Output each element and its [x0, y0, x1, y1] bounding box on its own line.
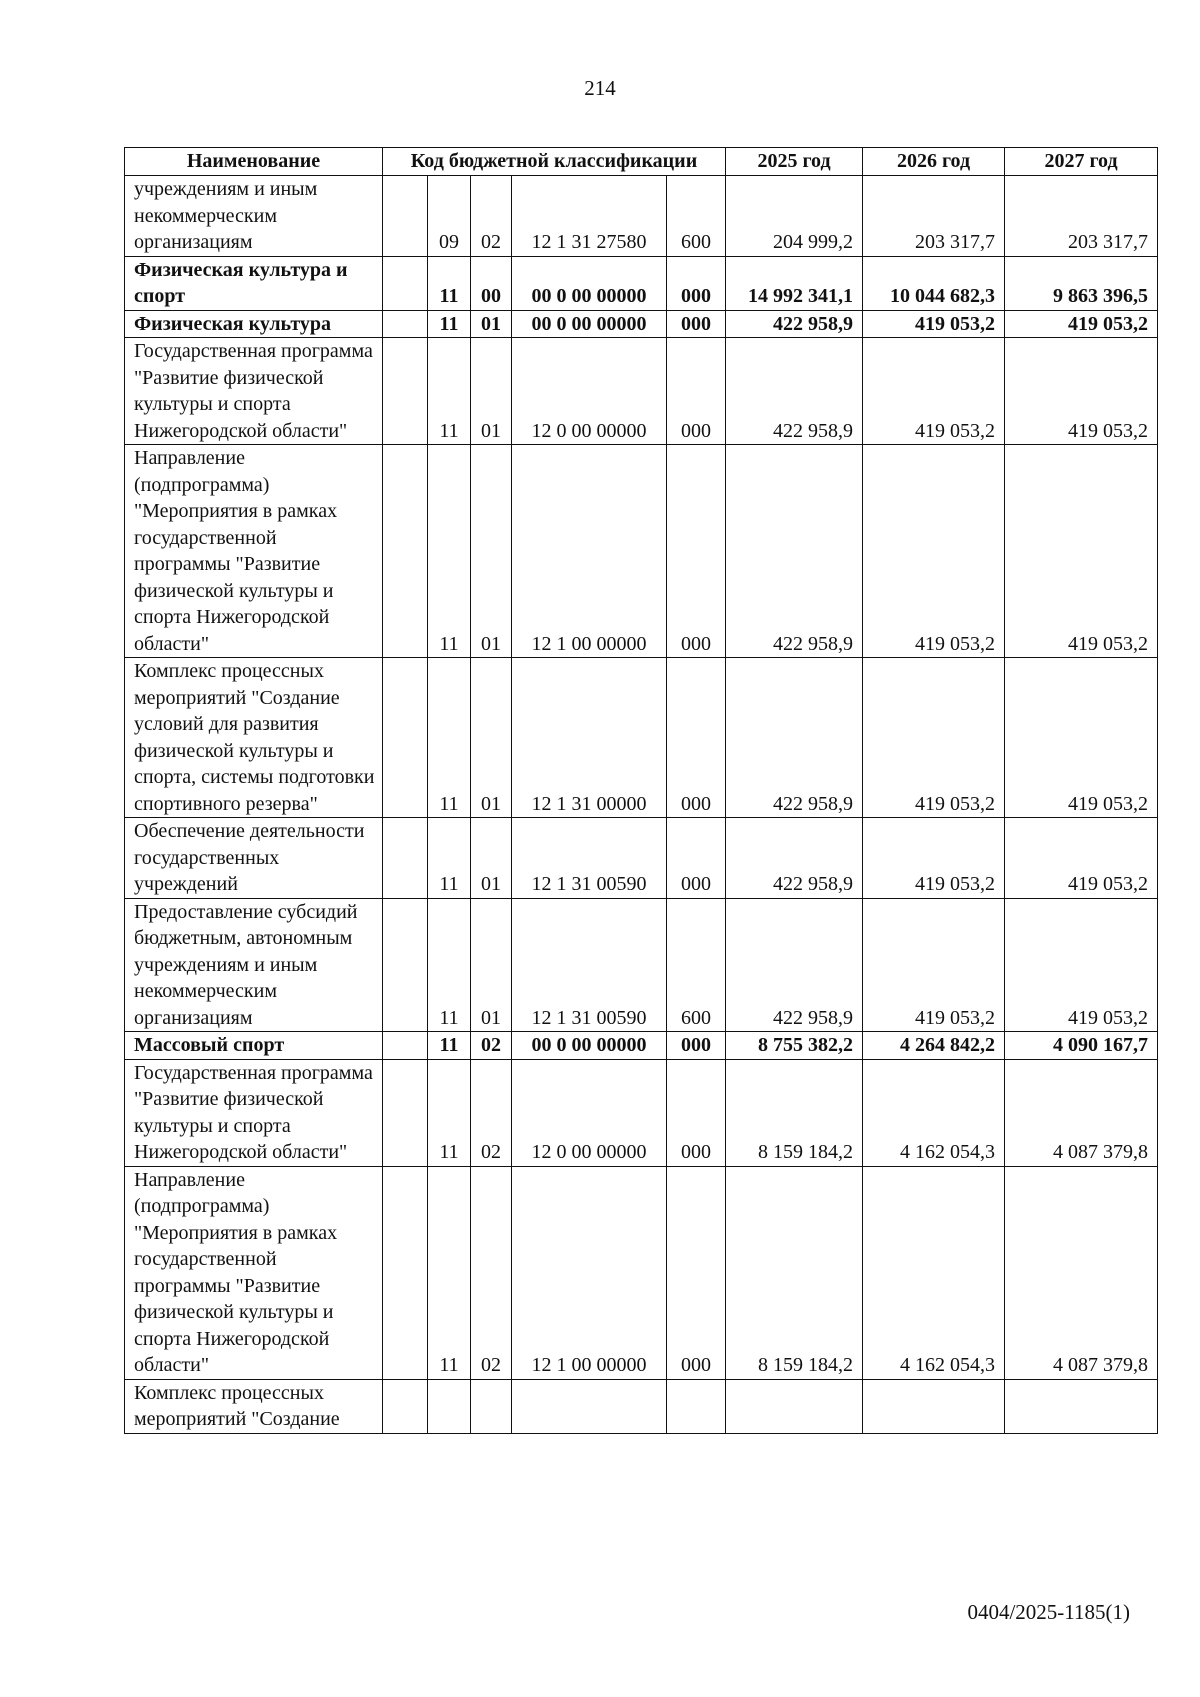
row-value-2025: 8 159 184,2	[726, 1059, 863, 1166]
row-name: Направление (подпрограмма) "Мероприятия в рамках государственной программы "Развитие физической культуры и спорта Нижегородской области"	[125, 445, 383, 658]
row-spacer	[383, 898, 428, 1032]
row-expense-type: 000	[667, 1166, 726, 1379]
row-value-2027: 419 053,2	[1005, 818, 1158, 899]
row-name: Комплекс процессных мероприятий "Создание	[125, 1379, 383, 1433]
row-expense-type: 000	[667, 1059, 726, 1166]
table-row	[125, 256, 1158, 310]
row-section	[428, 1379, 471, 1433]
row-target-article: 00 0 00 00000	[512, 256, 667, 310]
row-subsection: 02	[471, 176, 512, 257]
row-value-2026	[863, 1379, 1005, 1433]
row-section: 11	[428, 658, 471, 818]
row-section: 11	[428, 445, 471, 658]
row-value-2027: 4 087 379,8	[1005, 1166, 1158, 1379]
row-section: 11	[428, 898, 471, 1032]
row-spacer	[383, 338, 428, 445]
row-value-2027: 419 053,2	[1005, 445, 1158, 658]
row-subsection: 00	[471, 256, 512, 310]
row-subsection: 01	[471, 898, 512, 1032]
row-expense-type: 600	[667, 176, 726, 257]
document-code: 0404/2025-1185(1)	[967, 1600, 1130, 1624]
row-subsection: 01	[471, 818, 512, 899]
row-target-article	[512, 1379, 667, 1433]
header-code: Код бюджетной классификации	[383, 148, 726, 176]
row-spacer	[383, 176, 428, 257]
row-expense-type: 000	[667, 1032, 726, 1060]
row-value-2025: 422 958,9	[726, 658, 863, 818]
row-subsection: 02	[471, 1032, 512, 1060]
row-target-article: 12 1 31 00590	[512, 818, 667, 899]
row-value-2027: 419 053,2	[1005, 658, 1158, 818]
row-expense-type: 000	[667, 818, 726, 899]
row-value-2026: 419 053,2	[863, 445, 1005, 658]
row-expense-type: 000	[667, 310, 726, 338]
row-value-2025: 8 159 184,2	[726, 1166, 863, 1379]
row-expense-type: 000	[667, 256, 726, 310]
row-value-2026: 10 044 682,3	[863, 256, 1005, 310]
row-value-2027: 419 053,2	[1005, 338, 1158, 445]
row-value-2027: 4 087 379,8	[1005, 1059, 1158, 1166]
row-expense-type	[667, 1379, 726, 1433]
row-value-2025	[726, 1379, 863, 1433]
row-value-2026: 419 053,2	[863, 898, 1005, 1032]
row-value-2025: 422 958,9	[726, 445, 863, 658]
row-expense-type: 600	[667, 898, 726, 1032]
row-name: Государственная программа "Развитие физической культуры и спорта Нижегородской области"	[125, 1059, 383, 1166]
row-spacer	[383, 818, 428, 899]
row-value-2026: 203 317,7	[863, 176, 1005, 257]
row-value-2025: 8 755 382,2	[726, 1032, 863, 1060]
table-row	[125, 1166, 1158, 1379]
row-section: 11	[428, 818, 471, 899]
row-name: Физическая культура и спорт	[125, 256, 383, 310]
table-row	[125, 338, 1158, 445]
row-section: 11	[428, 338, 471, 445]
row-spacer	[383, 1166, 428, 1379]
table-row	[125, 1379, 1158, 1433]
table-header-row	[125, 148, 1158, 176]
row-spacer	[383, 445, 428, 658]
row-value-2026: 419 053,2	[863, 310, 1005, 338]
row-subsection: 01	[471, 338, 512, 445]
row-name: Обеспечение деятельности государственных учреждений	[125, 818, 383, 899]
row-spacer	[383, 256, 428, 310]
row-target-article: 00 0 00 00000	[512, 1032, 667, 1060]
row-subsection: 01	[471, 658, 512, 818]
row-value-2025: 422 958,9	[726, 338, 863, 445]
row-expense-type: 000	[667, 445, 726, 658]
row-value-2026: 419 053,2	[863, 338, 1005, 445]
row-name: Массовый спорт	[125, 1032, 383, 1060]
row-spacer	[383, 1032, 428, 1060]
row-section: 11	[428, 1032, 471, 1060]
row-spacer	[383, 310, 428, 338]
row-target-article: 12 0 00 00000	[512, 338, 667, 445]
row-value-2025: 422 958,9	[726, 310, 863, 338]
row-expense-type: 000	[667, 658, 726, 818]
row-section: 11	[428, 256, 471, 310]
row-expense-type: 000	[667, 338, 726, 445]
row-name: Государственная программа "Развитие физической культуры и спорта Нижегородской области"	[125, 338, 383, 445]
table-body	[125, 176, 1158, 1434]
row-section: 09	[428, 176, 471, 257]
row-target-article: 12 1 31 00000	[512, 658, 667, 818]
row-value-2027	[1005, 1379, 1158, 1433]
row-section: 11	[428, 1059, 471, 1166]
table-row	[125, 1032, 1158, 1060]
table-row	[125, 658, 1158, 818]
row-name: Комплекс процессных мероприятий "Создание условий для развития физической культуры и спорта, системы подготовки спортивного резерва"	[125, 658, 383, 818]
table-row	[125, 1059, 1158, 1166]
table-row	[125, 818, 1158, 899]
table-row	[125, 445, 1158, 658]
row-value-2025: 204 999,2	[726, 176, 863, 257]
row-value-2027: 203 317,7	[1005, 176, 1158, 257]
row-subsection: 01	[471, 310, 512, 338]
header-name: Наименование	[125, 148, 383, 176]
row-spacer	[383, 1379, 428, 1433]
row-subsection: 02	[471, 1166, 512, 1379]
row-value-2027: 4 090 167,7	[1005, 1032, 1158, 1060]
row-spacer	[383, 658, 428, 818]
row-name: Физическая культура	[125, 310, 383, 338]
row-target-article: 12 0 00 00000	[512, 1059, 667, 1166]
row-name: Предоставление субсидий бюджетным, автономным учреждениям и иным некоммерческим организациям	[125, 898, 383, 1032]
row-target-article: 12 1 31 27580	[512, 176, 667, 257]
row-target-article: 00 0 00 00000	[512, 310, 667, 338]
table-row	[125, 310, 1158, 338]
header-2026: 2026 год	[863, 148, 1005, 176]
table-row	[125, 176, 1158, 257]
row-spacer	[383, 1059, 428, 1166]
row-value-2026: 419 053,2	[863, 818, 1005, 899]
row-section: 11	[428, 1166, 471, 1379]
row-subsection: 02	[471, 1059, 512, 1166]
page-number: 214	[584, 76, 616, 100]
row-target-article: 12 1 31 00590	[512, 898, 667, 1032]
budget-table	[124, 147, 1158, 1434]
row-value-2025: 14 992 341,1	[726, 256, 863, 310]
row-value-2026: 419 053,2	[863, 658, 1005, 818]
header-2025: 2025 год	[726, 148, 863, 176]
row-value-2025: 422 958,9	[726, 818, 863, 899]
row-section: 11	[428, 310, 471, 338]
row-value-2026: 4 162 054,3	[863, 1059, 1005, 1166]
row-value-2026: 4 264 842,2	[863, 1032, 1005, 1060]
table-row	[125, 898, 1158, 1032]
row-target-article: 12 1 00 00000	[512, 1166, 667, 1379]
row-name: учреждениям и иным некоммерческим организациям	[125, 176, 383, 257]
row-value-2025: 422 958,9	[726, 898, 863, 1032]
row-target-article: 12 1 00 00000	[512, 445, 667, 658]
row-value-2027: 419 053,2	[1005, 898, 1158, 1032]
row-value-2027: 9 863 396,5	[1005, 256, 1158, 310]
row-subsection	[471, 1379, 512, 1433]
row-value-2027: 419 053,2	[1005, 310, 1158, 338]
row-name: Направление (подпрограмма) "Мероприятия в рамках государственной программы "Развитие физической культуры и спорта Нижегородской области"	[125, 1166, 383, 1379]
row-value-2026: 4 162 054,3	[863, 1166, 1005, 1379]
row-subsection: 01	[471, 445, 512, 658]
header-2027: 2027 год	[1005, 148, 1158, 176]
